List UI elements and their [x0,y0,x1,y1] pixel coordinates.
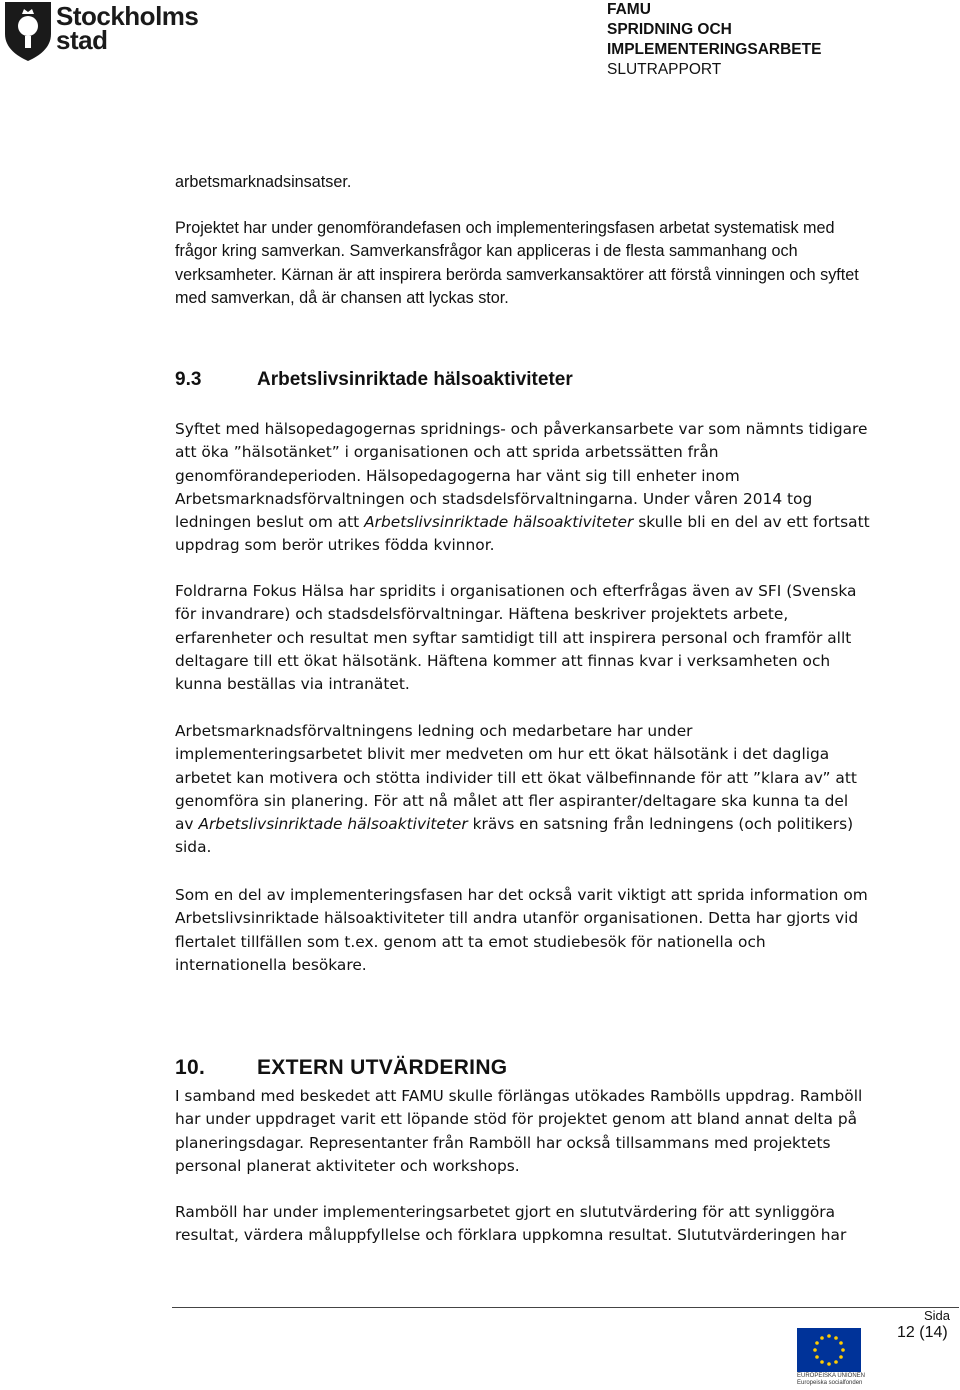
footer-divider [172,1307,959,1308]
document-header [607,0,821,80]
paragraph-2: Syftet med hälsopedagogernas spridnings- och påverkansarbete var som nämnts tidigare att öka ”hälsotänket” i organisationen och att sprida arbetssätten från genomförandeperioden. Hälsopedagogerna har vänt sig till enheter inom Arbetsmarknadsförvaltningen och stadsdelsförvaltningarna. Under våren 2014 tog ledningen beslut om att Arbetslivsinriktade hälsoaktiviteter skulle bli en del av ett fortsatt uppdrag som berör utrikes födda kvinnor. [175,420,870,555]
logo-wordmark: Stockholms stad [56,1,199,55]
eu-caption: EUROPEISKA UNIONEN Europeiska socialfonden [797,1373,866,1386]
city-crest-icon [3,0,53,62]
header-line-2: SPRIDNING OCH [607,21,732,38]
section-number: 9.3 [175,369,202,390]
page-number: 12 (14) [897,1324,948,1341]
section-title: Arbetslivsinriktade hälsoaktiviteter [257,369,573,390]
emphasis-program-name: Arbetslivsinriktade hälsoaktiviteter [364,513,634,532]
paragraph-1: Projektet har under genomförandefasen och implementeringsfasen arbetat systematisk med frågor kring samverkan. Samverkansfrågor kan appliceras i de flesta sammanhang och verksamheter. Kärnan är att inspirera berörda samverkansaktörer att förstå vinningen och syftet med samverkan, då är chansen att lyckas stor. [175,219,859,307]
emphasis-program-name-2: Arbetslivsinriktade hälsoaktiviteter [198,815,468,834]
paragraph-7: Ramböll har under implementeringsarbetet gjort en slututvärdering för att synliggöra resultat, värdera måluppfyllelse och förklara uppkomna resultat. Slututvärderingen har [175,1203,847,1245]
page-label: Sida [924,1308,951,1323]
eu-flag-icon [797,1328,861,1372]
paragraph-3: Foldrarna Fokus Hälsa har spridits i organisationen och efterfrågas även av SFI (Svenska för invandrare) och stadsdelsförvaltningar. Häftena beskriver projektets arbete, erfarenheter och resultat men syftar samtidigt till att inspirera personal och framför allt deltagare till ett ökat hälsotänk. Häftena kommer att finnas kvar i verksamheten och kunna beställas via intranätet. [175,582,857,694]
header-line-4: SLUTRAPPORT [607,61,722,78]
paragraph-5: Som en del av implementeringsfasen har det också varit viktigt att sprida information om Arbetslivsinriktade hälsoaktiviteter till andra utanför organisationen. Detta har gjorts vid flertalet tillfällen som t.ex. genom att ta emot studiebesök för nationella och internationella besökare. [175,886,868,974]
section-title: EXTERN UTVÄRDERING [257,1056,508,1079]
section-number: 10. [175,1056,206,1079]
section-heading-9-3 [175,369,573,391]
section-heading-10 [175,1056,507,1080]
header-line-1: FAMU [607,1,651,18]
paragraph-0: arbetsmarknadsinsatser. [175,173,352,191]
stockholms-stad-logo [0,0,200,65]
header-line-3: IMPLEMENTERINGSARBETE [607,41,822,58]
paragraph-4: Arbetsmarknadsförvaltningens ledning och medarbetare har under implementeringsarbetet blivit mer medveten om hur ett ökat hälsotänk i det dagliga arbetet kan motivera och stötta individer till ett ökat välbefinnande för att ”klara av” att genomföra sin planering. För att nå målet att fler aspiranter/deltagare ska kunna ta del av Arbetslivsinriktade hälsoaktiviteter krävs en satsning från ledningens (och politikers) sida. [175,722,857,857]
paragraph-6: I samband med beskedet att FAMU skulle förlängas utökades Rambölls uppdrag. Ramböll har under uppdraget varit ett löpande stöd för projektet genom att bland annat delta på planeringsdagar. Representanter från Ramböll har också tillsammans med projektets personal planerat aktiviteter och workshops. [175,1087,863,1175]
